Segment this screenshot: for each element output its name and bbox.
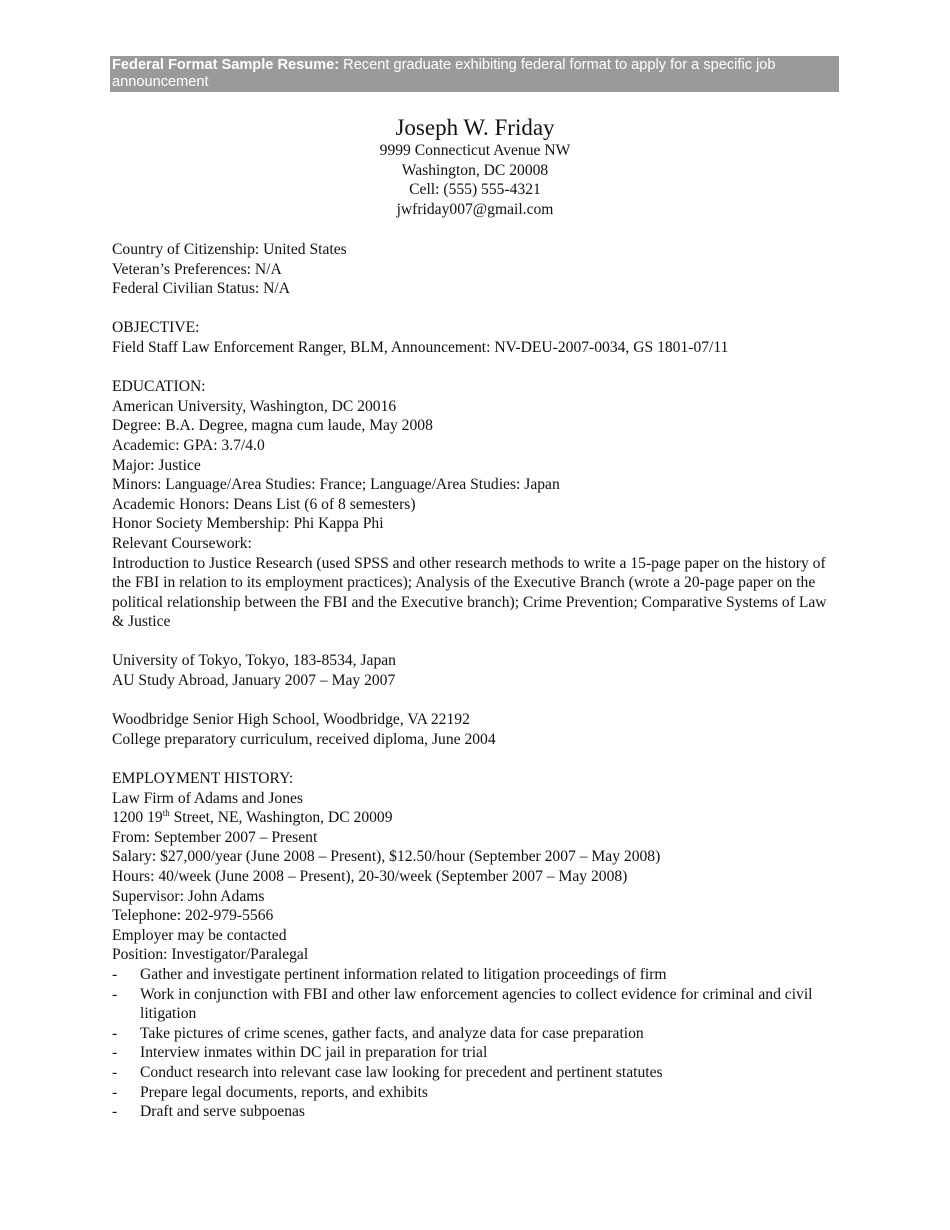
highschool-name: Woodbridge Senior High School, Woodbridge, VA 22192 bbox=[112, 711, 470, 729]
address-line-1: 9999 Connecticut Avenue NW bbox=[379, 142, 571, 159]
tokyo-program: AU Study Abroad, January 2007 – May 2007 bbox=[112, 672, 396, 690]
resume-body bbox=[112, 240, 842, 1122]
veteran-preferences: Veteran’s Preferences: N/A bbox=[112, 260, 282, 278]
tokyo-school: University of Tokyo, Tokyo, 183-8534, Japan bbox=[112, 652, 396, 670]
duty-item: - Conduct research into relevant case law looking for precedent and pertinent statutes bbox=[112, 1063, 663, 1081]
au-gpa: Academic: GPA: 3.7/4.0 bbox=[112, 436, 265, 454]
bullet-dash: - bbox=[112, 1103, 118, 1121]
au-minors: Minors: Language/Area Studies: France; Language/Area Studies: Japan bbox=[112, 476, 560, 494]
applicant-name: Joseph W. Friday bbox=[395, 115, 555, 140]
employer-address: 1200 19th Street, NE, Washington, DC 20009 bbox=[112, 808, 393, 827]
civilian-status: Federal Civilian Status: N/A bbox=[112, 280, 291, 298]
banner-title: Federal Format Sample Resume: bbox=[112, 57, 340, 73]
bullet-dash: - bbox=[112, 965, 118, 983]
employment-supervisor: Supervisor: John Adams bbox=[112, 887, 265, 905]
au-honors: Academic Honors: Deans List (6 of 8 semesters) bbox=[112, 495, 416, 513]
objective-text: Field Staff Law Enforcement Ranger, BLM, Announcement: NV-DEU-2007-0034, GS 1801-07/11 bbox=[112, 338, 729, 356]
document-banner bbox=[110, 56, 839, 92]
duty-item: - Take pictures of crime scenes, gather facts, and analyze data for case preparation bbox=[112, 1024, 644, 1042]
resume-header bbox=[0, 114, 950, 219]
bullet-dash: - bbox=[112, 1044, 118, 1062]
employment-position: Position: Investigator/Paralegal bbox=[112, 946, 309, 964]
coursework-text: Introduction to Justice Research (used SPSS and other research methods to write a 15-page paper on the history of the FBI in relation to its employment practices); Analysis of the Executive Branch (wrote a 20-page paper on the political relationship between the FBI and the Executive branch); Crime Prevention; Comparative Systems of Law & Justice bbox=[112, 554, 827, 631]
duty-item: - Work in conjunction with FBI and other law enforcement agencies to collect evidence for criminal and civil litigation bbox=[112, 985, 813, 1023]
au-degree: Degree: B.A. Degree, magna cum laude, May 2008 bbox=[112, 417, 433, 435]
bullet-dash: - bbox=[112, 985, 118, 1003]
duty-item: - Draft and serve subpoenas bbox=[112, 1103, 305, 1121]
bullet-dash: - bbox=[112, 1083, 118, 1101]
citizenship: Country of Citizenship: United States bbox=[112, 241, 347, 258]
duty-item: - Prepare legal documents, reports, and exhibits bbox=[112, 1083, 428, 1101]
address-line-2: Washington, DC 20008 bbox=[401, 161, 549, 179]
employment-telephone: Telephone: 202-979-5566 bbox=[112, 907, 274, 925]
duty-item: - Gather and investigate pertinent information related to litigation proceedings of firm bbox=[112, 965, 667, 983]
au-major: Major: Justice bbox=[112, 456, 201, 474]
banner-description: Recent graduate exhibiting federal format to apply for a specific job announcement bbox=[112, 57, 776, 90]
duties-list bbox=[112, 965, 842, 1122]
objective-heading: OBJECTIVE: bbox=[112, 319, 200, 337]
au-school: American University, Washington, DC 20016 bbox=[112, 397, 397, 415]
employment-hours: Hours: 40/week (June 2008 – Present), 20-30/week (September 2007 – May 2008) bbox=[112, 868, 628, 885]
employment-salary: Salary: $27,000/year (June 2008 – Present), $12.50/hour (September 2007 – May 2008) bbox=[112, 848, 661, 866]
employer-contact-note: Employer may be contacted bbox=[112, 926, 287, 944]
employment-heading: EMPLOYMENT HISTORY: bbox=[112, 770, 294, 788]
employer-name: Law Firm of Adams and Jones bbox=[112, 789, 304, 807]
employment-from: From: September 2007 – Present bbox=[112, 828, 318, 846]
highschool-detail: College preparatory curriculum, received diploma, June 2004 bbox=[112, 730, 496, 748]
duty-item: - Interview inmates within DC jail in preparation for trial bbox=[112, 1044, 488, 1062]
cell-phone: Cell: (555) 555-4321 bbox=[409, 181, 541, 199]
bullet-dash: - bbox=[112, 1063, 118, 1081]
email-address: jwfriday007@gmail.com bbox=[396, 200, 554, 218]
bullet-dash: - bbox=[112, 1024, 118, 1042]
au-honor-society: Honor Society Membership: Phi Kappa Phi bbox=[112, 515, 384, 533]
coursework-label: Relevant Coursework: bbox=[112, 534, 252, 552]
education-heading: EDUCATION: bbox=[112, 378, 206, 396]
